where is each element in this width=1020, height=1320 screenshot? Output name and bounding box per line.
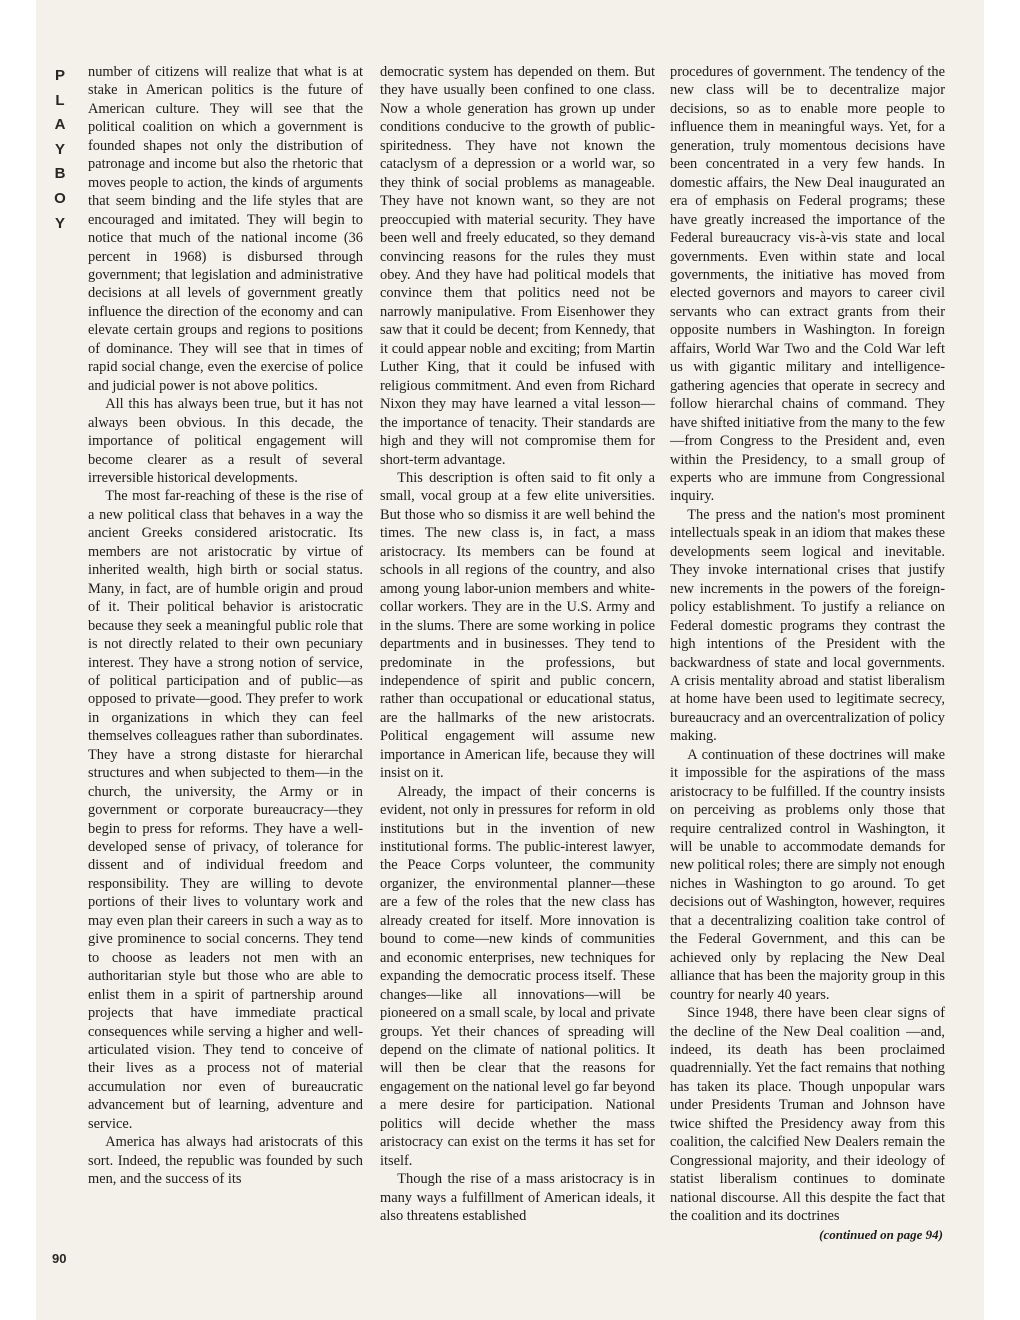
paragraph: number of citizens will realize that what is at stake in American politics is the future of American culture. They will see that the political coalition on which a government is founded shapes not only the distribution of patronage and income but also the rhetoric that moves people to action, the kinds of arguments that seem binding and the life styles that are encouraged and imitated. They will begin to notice that much of the national income (36 percent in 1968) is disbursed through government; that legislation and administrative decisions at all levels of government greatly influence the direction of the economy and can elevate certain groups and regions to positions of dominance. They will see that in times of rapid social change, even the exercise of police and judicial power is not above politics. — [88, 64, 363, 394]
masthead-letter: O — [54, 189, 66, 207]
page-number: 90 — [52, 1251, 67, 1266]
paragraph: procedures of government. The tendency of the new class will be to decentralize major decisions, so as to enable more people to influence them in meaningful ways. Yet, for a generation, truly momentous decisions have been concentrated in a very few hands. In domestic affairs, the New Deal inaugurated an era of emphasis on Federal programs; these have greatly increased the importance of the Federal bureaucracy vis-à-vis state and local governments. Even within state and local governments, the initiative has moved from elected governors and mayors to career civil servants who can extract grants from their opposite numbers in Washington. In foreign affairs, World War Two and the Cold War left us with gigantic military and intelligence-gathering agencies that operate in secrecy and follow hierarchal chains of command. They have shifted initiative from the many to the few—from Congress to the President and, even within the Presidency, to a small group of experts who are immune from Congressional inquiry. — [670, 64, 945, 505]
article-column-2 — [380, 63, 655, 1226]
paragraph: The most far-reaching of these is the rise of a new political class that behaves in a way the ancient Greeks considered aristocratic. Its members are not aristocratic by virtue of inherited wealth, high birth or social status. Many, in fact, are of humble origin and proud of it. Their political behavior is aristocratic because they seek a meaningful public role that is not directly related to their own pecuniary interest. They have a strong notion of service, of political participation and of public—as opposed to private—good. They prefer to work in organizations in which they can feel themselves colleagues rather than subordinates. They have a strong distaste for hierarchal structures and when subjected to them—in the church, the university, the Army or in government or corporate bureaucracy—they begin to press for reforms. They have a well-developed sense of privacy, of tolerance for dissent and of individual freedom and responsibility. They are willing to devote portions of their lives to voluntary work and may even plan their careers in such a way as to give prominence to social concerns. They tend to choose as leaders not men with an authoritarian style but those who are able to enlist them in a spirit of partnership around projects that have immediate practical consequences while serving a higher and well-articulated vision. They tend to conceive of their lives as a process not of material accumulation nor even of bureaucratic advancement but of learning, adventure and service. — [88, 488, 363, 1132]
paragraph: democratic system has depended on them. But they have usually been confined to one class. Now a whole generation has grown up under conditions conducive to the growth of public-spiritedness. They have not known the cataclysm of a depression or a world war, so they think of social problems as manageable. They have not known want, so they are not preoccupied with material security. They have been well and freely educated, so they demand convincing reasons for the rules they must obey. And they have had political models that convince them that politics need not be narrowly manipulative. From Eisenhower they saw that it could be decent; from Kennedy, that it could appear noble and exciting; from Martin Luther King, that it could be infused with religious commitment. And even from Richard Nixon they may have learned a vital lesson—the importance of tenacity. Their standards are high and they will not compromise them for short-term advantage. — [380, 64, 655, 468]
masthead-letter: L — [55, 91, 65, 109]
article-column-3 — [670, 63, 945, 1244]
paragraph: Though the rise of a mass aristocracy is in many ways a fulfillment of American ideals, it also threatens established — [380, 1171, 655, 1225]
masthead-letter: Y — [54, 140, 65, 158]
continued-on-page-link[interactable]: (continued on page 94) — [819, 1226, 943, 1242]
paragraph: This description is often said to fit only a small, vocal group at a few elite universities. But those who so dismiss it are well behind the times. The new class is, in fact, a mass aristocracy. Its members can be found at schools in all regions of the country, and also among young labor-union members and white-collar workers. They are in the U.S. Army and in the slums. There are some working in police departments and in businesses. They tend to predominate in the professions, but independence of spirit and public concern, rather than occupational or educational status, are the hallmarks of the new aristocrats. Political engagement will assume new importance in American life, because they will insist on it. — [380, 469, 655, 782]
paragraph: A continuation of these doctrines will make it impossible for the aspirations of the mass aristocracy to be fulfilled. If the country insists on perceiving as problems only those that require centralized control in Washington, it will be unable to accommodate demands for new political roles; there are simply not enough niches in Washington to go around. To get decisions out of Washington, however, requires that a decentralizing coalition take control of the Federal Government, and this can be achieved only by replacing the New Deal alliance that has been the majority group in this country for nearly 40 years. — [670, 746, 945, 1003]
paragraph: The press and the nation's most prominent intellectuals speak in an idiom that makes these developments seem logical and inevitable. They invoke international crises that justify new increments in the powers of the foreign-policy establishment. To justify a reliance on Federal domestic programs they contrast the high intentions of the President with the backwardness of state and local governments. A crisis mentality abroad and statist liberalism at home have been used to legitimate secrecy, bureaucracy and an overcentralization of policy making. — [670, 506, 945, 745]
magazine-name-vertical — [50, 64, 70, 236]
paragraph: All this has always been true, but it has not always been obvious. In this decade, the importance of political engagement will become clearer as a result of several irreversible historical developments. — [88, 396, 363, 486]
paragraph: Since 1948, there have been clear signs of the decline of the New Deal coalition —and, indeed, its death has been proclaimed quadrennially. Yet the fact remains that nothing has taken its place. Though unpopular wars under Presidents Truman and Johnson have twice shifted the Presidency away from this coalition, the calcified New Dealers remain the Congressional majority, and their ideology of statist liberalism continues to dominate national discourse. All this despite the fact that the coalition and its doctrines — [670, 1005, 945, 1225]
article-column-1 — [88, 63, 363, 1189]
paragraph: Already, the impact of their concerns is evident, not only in pressures for reform in old institutions but in the invention of new institutional forms. The public-interest lawyer, the Peace Corps volunteer, the community organizer, the environmental planner—these are a few of the roles that the new class has already created for itself. More innovation is bound to come—new kinds of communities and economic enterprises, new techniques for expanding the democratic process itself. These changes—like all innovations—will be pioneered on a small scale, by local and private groups. Yet their chances of spreading will depend on the climate of national politics. It will then be clear that the reasons for engagement on the national level go far beyond a mere desire for participation. National politics will decide whether the mass aristocracy can exist on the terms it has set for itself. — [380, 783, 655, 1169]
paragraph: America has always had aristocrats of this sort. Indeed, the republic was founded by such men, and the success of its — [88, 1134, 363, 1188]
masthead-letter: B — [54, 165, 66, 183]
masthead-letter: Y — [54, 214, 65, 232]
masthead-letter: A — [54, 116, 66, 134]
masthead-letter: P — [54, 67, 65, 84]
